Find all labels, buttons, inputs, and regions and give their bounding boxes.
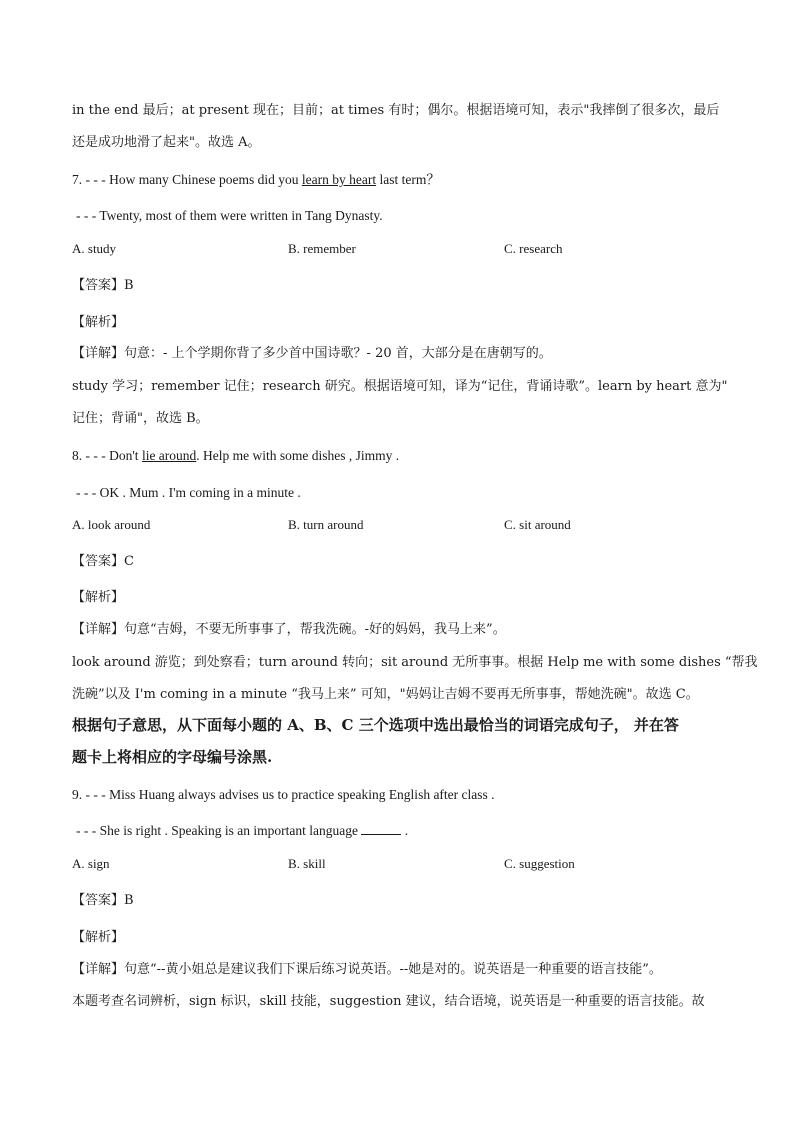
q7-dashes: - - - bbox=[85, 172, 106, 187]
q8-detail-2: look around 游览；到处察看；turn around 转向；sit around 无所事事。根据 Help me with some dishes “帮我 bbox=[72, 655, 758, 670]
q8-detail-1 bbox=[72, 621, 734, 639]
section-instruction-1: 根据句子意思，从下面每小题的 A、B、C 三个选项中选出最恰当的词语完成句子， 并在答 bbox=[72, 716, 679, 734]
q7-answer-label: 【答案】 bbox=[72, 278, 125, 293]
q7-number: 7. bbox=[72, 172, 83, 187]
q8-stem-underlined: lie around bbox=[141, 448, 197, 463]
q7-option-c: C. research bbox=[504, 241, 563, 256]
q9-reply bbox=[76, 822, 734, 840]
q8-analysis-label: 【解析】 bbox=[72, 590, 125, 605]
q9-dashes: - - - bbox=[85, 787, 106, 802]
q9-number: 9. bbox=[72, 787, 83, 802]
q7-stem bbox=[72, 171, 734, 189]
q8-answer bbox=[72, 553, 734, 571]
q9-reply-after: . bbox=[401, 823, 409, 838]
q9-option-b: B. skill bbox=[288, 856, 326, 871]
q7-stem-before: How many Chinese poems did you bbox=[109, 172, 302, 187]
q7-detail-3: 记住；背诵"，故选 B。 bbox=[72, 411, 209, 426]
q7-detail-1 bbox=[72, 345, 734, 363]
q7-stem-after: last term？ bbox=[376, 172, 440, 187]
q7-detail-text: 句意：- 上个学期你背了多少首中国诗歌？- 20 首，大部分是在唐朝写的。 bbox=[124, 346, 552, 361]
q7-answer bbox=[72, 277, 734, 295]
q8-option-c: C. sit around bbox=[504, 517, 571, 532]
q9-stem bbox=[72, 786, 734, 804]
q9-detail-label: 【详解】 bbox=[72, 962, 125, 977]
q9-answer-label: 【答案】 bbox=[72, 893, 125, 908]
q8-reply: - - - OK . Mum . I'm coming in a minute . bbox=[76, 485, 301, 500]
q9-answer-blank bbox=[361, 822, 401, 835]
q8-detail-3: 洗碗”以及 I'm coming in a minute “我马上来” 可知，"妈妈让吉姆不要再无所事事，帮她洗碗"。故选 C。 bbox=[72, 687, 699, 702]
q8-answer-value: C bbox=[124, 554, 134, 569]
q8-option-b: B. turn around bbox=[288, 517, 364, 532]
q9-analysis-label: 【解析】 bbox=[72, 930, 125, 945]
section-instruction-2: 题卡上将相应的字母编号涂黑. bbox=[72, 748, 273, 766]
q7-option-b: B. remember bbox=[288, 241, 356, 256]
q9-option-a: A. sign bbox=[72, 856, 110, 871]
q7-detail-label: 【详解】 bbox=[72, 346, 125, 361]
q8-detail-text: 句意“吉姆，不要无所事事了，帮我洗碗。-好的妈妈，我马上来”。 bbox=[124, 622, 506, 637]
q7-detail-2: study 学习；remember 记住；research 研究。根据语境可知，译为“记住，背诵诗歌”。learn by heart 意为" bbox=[72, 379, 728, 394]
q7-analysis-label: 【解析】 bbox=[72, 315, 125, 330]
q7-stem-underlined: learn by heart bbox=[301, 172, 377, 187]
q8-option-a: A. look around bbox=[72, 517, 151, 532]
intro-line-1: in the end 最后；at present 现在；目前；at times 有时；偶尔。根据语境可知，表示"我摔倒了很多次，最后 bbox=[72, 103, 720, 118]
q8-stem-before: Don't bbox=[109, 448, 142, 463]
q7-option-a: A. study bbox=[72, 241, 117, 256]
q9-option-c: C. suggestion bbox=[504, 856, 575, 871]
q8-stem bbox=[72, 447, 734, 465]
q9-answer-value: B bbox=[124, 893, 134, 908]
q9-detail-1 bbox=[72, 961, 734, 979]
q8-number: 8. bbox=[72, 448, 83, 463]
q9-answer bbox=[72, 892, 734, 910]
q7-answer-value: B bbox=[124, 278, 134, 293]
q9-stem-text: Miss Huang always advises us to practice speaking English after class . bbox=[109, 787, 495, 802]
q7-reply: - - - Twenty, most of them were written in Tang Dynasty. bbox=[76, 208, 383, 223]
intro-line-2: 还是成功地滑了起来"。故选 A。 bbox=[72, 135, 261, 150]
q8-detail-label: 【详解】 bbox=[72, 622, 125, 637]
q9-detail-text: 句意“--黄小姐总是建议我们下课后练习说英语。--她是对的。说英语是一种重要的语言技能”。 bbox=[124, 962, 662, 977]
q8-answer-label: 【答案】 bbox=[72, 554, 125, 569]
q8-stem-after: . Help me with some dishes , Jimmy . bbox=[196, 448, 400, 463]
q9-reply-before: - - - She is right . Speaking is an important language bbox=[76, 823, 362, 838]
q9-detail-2: 本题考查名词辨析，sign 标识，skill 技能，suggestion 建议，结合语境，说英语是一种重要的语言技能。故 bbox=[72, 994, 705, 1009]
q8-dashes: - - - bbox=[85, 448, 106, 463]
